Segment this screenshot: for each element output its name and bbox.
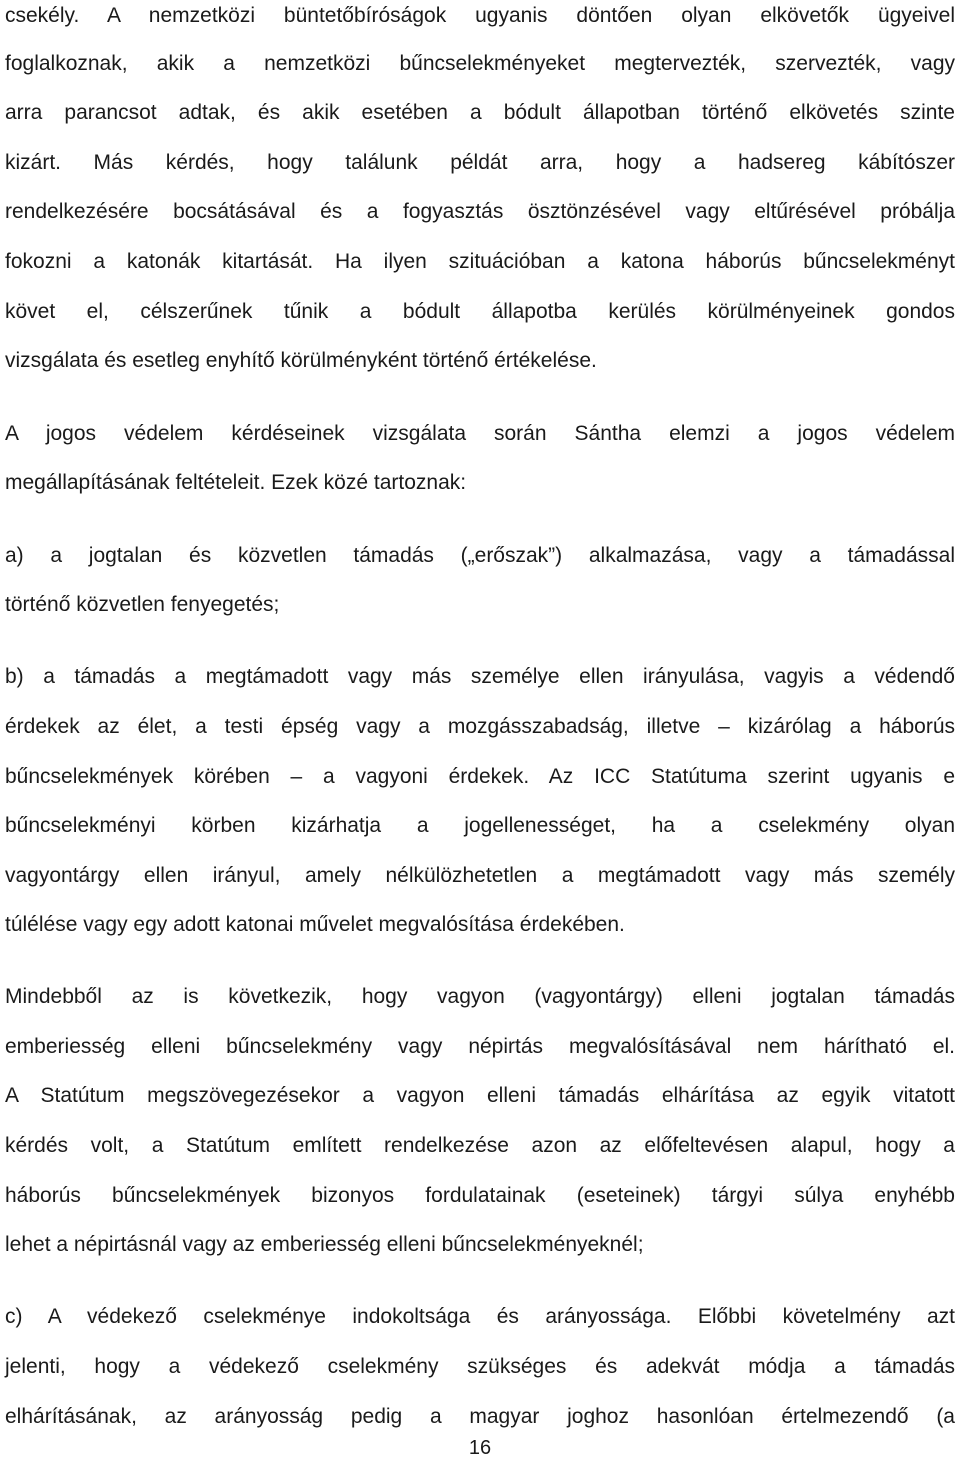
page-number: 16 (468, 1437, 492, 1459)
text-line: b) a támadás a megtámadott vagy más személye ellen irányulása, vagyis a védendő (5, 665, 955, 688)
text-line: kérdés volt, a Statútum említett rendelkezése azon az előfeltevésen alapul, hogy a (5, 1134, 955, 1157)
text-line: a) a jogtalan és közvetlen támadás („erőszak”) alkalmazása, vagy a támadással (5, 544, 955, 567)
text-line: követ el, célszerűnek tűnik a bódult állapotba kerülés körülményeinek gondos (5, 300, 955, 323)
text-line: foglalkoznak, akik a nemzetközi bűncselekményeket megtervezték, szervezték, vagy (5, 52, 955, 75)
text-line: kizárt. Más kérdés, hogy találunk példát arra, hogy a hadsereg kábítószer (5, 151, 955, 174)
text-line: lehet a népirtásnál vagy az emberiesség elleni bűncselekményeknél; (5, 1233, 644, 1256)
text-line: háborús bűncselekmények bizonyos fordulatainak (eseteinek) tárgyi súlya enyhébb (5, 1184, 955, 1207)
document-page (5, 0, 955, 1460)
text-line: A Statútum megszövegezésekor a vagyon elleni támadás elhárítása az egyik vitatott (5, 1084, 955, 1107)
text-line: elhárításának, az arányosság pedig a magyar joghoz hasonlóan értelmezendő (a (5, 1405, 955, 1428)
text-line: vizsgálata és esetleg enyhítő körülményként történő értékelése. (5, 349, 597, 372)
text-line: c) A védekező cselekménye indokoltsága és arányossága. Előbbi követelmény azt (5, 1305, 955, 1328)
text-line: csekély. A nemzetközi büntetőbíróságok ugyanis döntően olyan elkövetők ügyeivel (5, 4, 955, 27)
text-line: túlélése vagy egy adott katonai művelet megvalósítása érdekében. (5, 913, 625, 936)
text-line: jelenti, hogy a védekező cselekmény szükséges és adekvát módja a támadás (5, 1355, 955, 1378)
text-line: érdekek az élet, a testi épség vagy a mozgásszabadság, illetve – kizárólag a háborús (5, 715, 955, 738)
text-line: arra parancsot adtak, és akik esetében a bódult állapotban történő elkövetés szinte (5, 101, 955, 124)
text-line: történő közvetlen fenyegetés; (5, 593, 280, 616)
text-line: Mindebből az is következik, hogy vagyon (vagyontárgy) elleni jogtalan támadás (5, 985, 955, 1008)
text-line: bűncselekményi körben kizárhatja a jogellenességet, ha a cselekmény olyan (5, 814, 955, 837)
text-line: fokozni a katonák kitartását. Ha ilyen szituációban a katona háborús bűncselekményt (5, 250, 955, 273)
text-line: megállapításának feltételeit. Ezek közé tartoznak: (5, 471, 467, 494)
text-line: vagyontárgy ellen irányul, amely nélkülözhetetlen a megtámadott vagy más személy (5, 864, 955, 887)
text-line: A jogos védelem kérdéseinek vizsgálata során Sántha elemzi a jogos védelem (5, 422, 955, 445)
text-line: rendelkezésére bocsátásával és a fogyasztás ösztönzésével vagy eltűrésével próbálja (5, 200, 955, 223)
text-line: bűncselekmények körében – a vagyoni érdekek. Az ICC Statútuma szerint ugyanis e (5, 765, 955, 788)
text-line: emberiesség elleni bűncselekmény vagy népirtás megvalósításával nem hárítható el. (5, 1035, 955, 1058)
